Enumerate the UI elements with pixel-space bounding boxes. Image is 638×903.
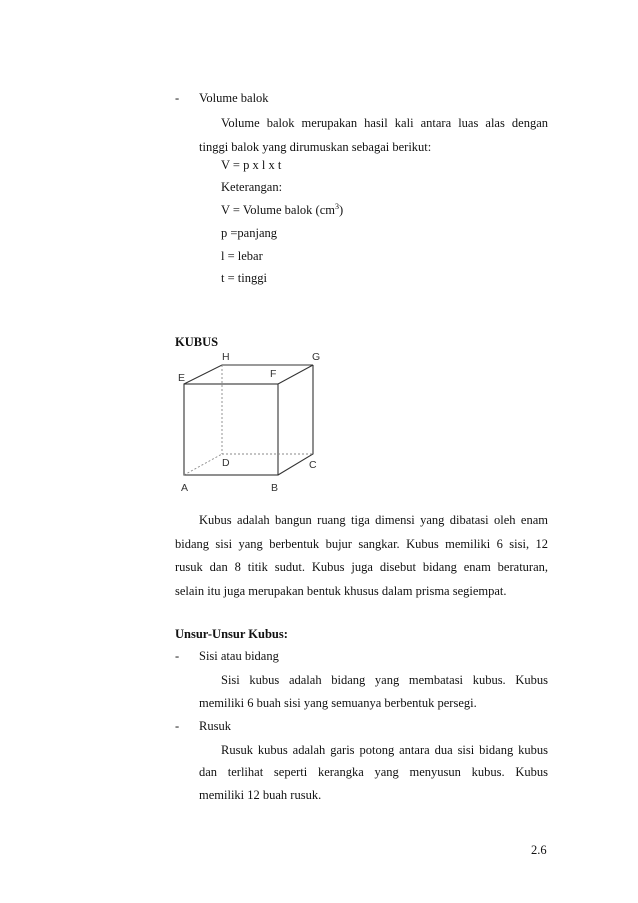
keterangan-label: Keterangan: (221, 180, 283, 194)
sisi-description-line-2: memiliki 6 buah sisi yang semuanya berbentuk persegi. (199, 696, 477, 710)
rusuk-label: Rusuk (199, 719, 231, 733)
cube-hidden-edge-ad (184, 454, 222, 475)
unsur-title: Unsur-Unsur Kubus: (175, 627, 288, 641)
page-number: 2.6 (531, 843, 547, 857)
sisi-bullet: - (175, 649, 180, 663)
vertex-label-h: H (222, 351, 230, 363)
sisi-label: Sisi atau bidang (199, 649, 279, 663)
kubus-title: KUBUS (175, 335, 219, 349)
cube-front-face (184, 384, 278, 475)
vertex-label-e: E (178, 372, 186, 384)
kubus-paragraph-line-2: bidang sisi yang berbentuk bujur sangkar. Kubus memiliki 6 sisi, 12 (175, 537, 548, 551)
p-description: p =panjang (221, 226, 277, 240)
vertex-label-d: D (222, 457, 230, 469)
rusuk-description-line-3: memiliki 12 buah rusuk. (199, 788, 322, 802)
vertex-label-b: B (271, 482, 279, 494)
vertex-label-f: F (270, 368, 277, 380)
kubus-paragraph-line-4: selain itu juga merupakan bentuk khusus dalam prisma segiempat. (175, 584, 507, 598)
v-description: V = Volume balok $(cm^3)$ (221, 201, 344, 217)
cube-top-face (184, 365, 313, 384)
volume-paragraph-line-1: Volume balok merupakan hasil kali antara luas alas dengan (221, 116, 548, 130)
t-description: t = tinggi (221, 271, 267, 285)
volume-paragraph-line-2: tinggi balok yang dirumuskan sebagai berikut: (199, 140, 432, 154)
rusuk-description-line-2: dan terlihat seperti kerangka yang menyusun kubus. Kubus (199, 765, 548, 779)
kubus-paragraph-line-3: rusuk dan 8 titik sudut. Kubus juga disebut bidang enam beraturan, (175, 560, 548, 574)
rusuk-bullet: - (175, 719, 180, 733)
volume-formula: V = p x l x t (221, 158, 282, 172)
vertex-label-c: C (309, 459, 317, 471)
volume-bullet: - (175, 91, 180, 105)
l-description: l = lebar (221, 249, 263, 263)
vertex-label-g: G (312, 351, 321, 363)
cube-diagram (172, 346, 332, 496)
sisi-description-line-1: Sisi kubus adalah bidang yang membatasi kubus. Kubus (221, 673, 548, 687)
rusuk-description-line-1: Rusuk kubus adalah garis potong antara dua sisi bidang kubus (221, 743, 548, 757)
kubus-paragraph-line-1: Kubus adalah bangun ruang tiga dimensi yang dibatasi oleh enam (199, 513, 548, 527)
vertex-label-a: A (181, 482, 189, 494)
volume-heading: Volume balok (199, 91, 269, 105)
